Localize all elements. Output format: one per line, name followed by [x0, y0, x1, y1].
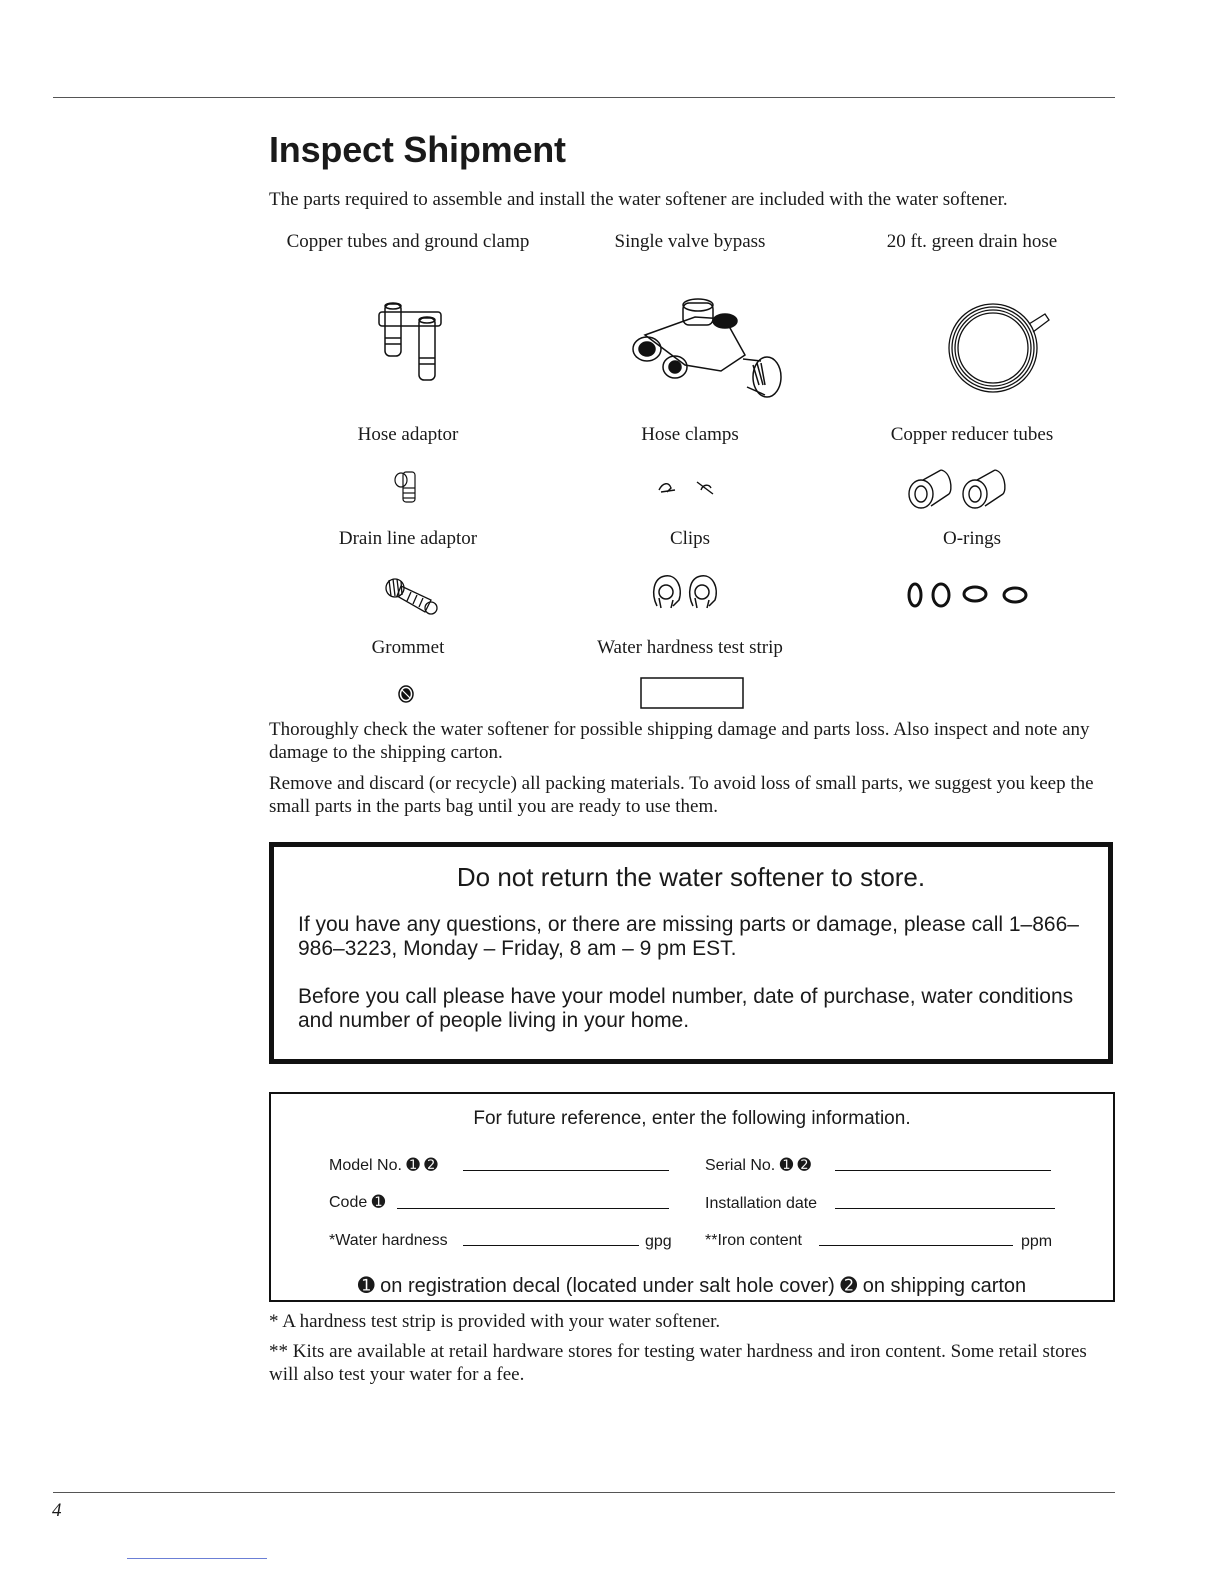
callout-contact-text: If you have any questions, or there are missing parts or damage, please call 1–866–986–3223, Monday – Friday, 8 am – 9 pm EST. — [298, 913, 1079, 960]
part-label-grommet: Grommet — [371, 637, 445, 658]
part-label-reducer-tubes: Copper reducer tubes — [890, 424, 1054, 445]
water-hardness-line[interactable] — [463, 1245, 639, 1246]
callout-prepare-text: Before you call please have your model number, date of purchase, water conditions and number of people living in your home. — [298, 985, 1074, 1032]
test-kits-note: ** Kits are available at retail hardware stores for testing water hardness and iron content. Some retail stores will also test your water for a fee. — [269, 1341, 1087, 1385]
do-not-return-callout — [269, 842, 1113, 1064]
reference-title: For future reference, enter the following information. — [473, 1108, 911, 1129]
iron-content-label: **Iron content — [705, 1232, 802, 1249]
drain-hose-icon — [941, 300, 1053, 396]
drain-adaptor-icon — [383, 576, 443, 616]
callout-title: Do not return the water softener to store. — [456, 862, 926, 892]
model-number-line[interactable] — [463, 1170, 669, 1171]
code-line[interactable] — [397, 1208, 669, 1209]
o-rings-icon — [905, 580, 1031, 610]
code-label: Code ➊ — [329, 1194, 386, 1211]
copper-tubes-icon — [371, 298, 457, 388]
bypass-valve-icon — [625, 295, 785, 399]
hose-adaptor-icon — [393, 468, 421, 506]
serial-number-label: Serial No. ➊ ➋ — [705, 1157, 811, 1174]
part-label-hose-adaptor: Hose adaptor — [357, 424, 459, 445]
grommet-icon — [397, 684, 415, 704]
iron-content-line[interactable] — [819, 1245, 1013, 1246]
water-hardness-label: *Water hardness — [329, 1232, 448, 1249]
model-number-label: Model No. ➊ ➋ — [329, 1157, 438, 1174]
page-number: 4 — [52, 1500, 62, 1521]
part-label-hose-clamps: Hose clamps — [641, 424, 739, 445]
installation-date-line[interactable] — [835, 1208, 1055, 1209]
part-label-bypass: Single valve bypass — [614, 231, 766, 252]
test-strip-note: * A hardness test strip is provided with your water softener. — [269, 1311, 721, 1332]
inspection-paragraph: Thoroughly check the water softener for possible shipping damage and parts loss. Also inspect and note any damage to the shipping carton. — [269, 719, 1090, 763]
hardness-unit: gpg — [645, 1233, 672, 1250]
page-title: Inspect Shipment — [269, 129, 566, 170]
reference-legend: ➊ on registration decal (located under salt hole cover) ➋ on shipping carton — [357, 1275, 1027, 1297]
part-label-drain-adaptor: Drain line adaptor — [338, 528, 478, 549]
packing-paragraph: Remove and discard (or recycle) all packing materials. To avoid loss of small parts, we suggest you keep the small parts in the parts bag until you are ready to use them. — [269, 773, 1094, 817]
reducer-tubes-icon — [905, 464, 1011, 512]
test-strip-icon — [640, 677, 744, 709]
bottom-rule — [53, 1492, 1115, 1493]
part-label-o-rings: O-rings — [942, 528, 1002, 549]
top-rule — [53, 97, 1115, 98]
page-content — [269, 129, 1115, 1385]
part-label-test-strip: Water hardness test strip — [597, 637, 783, 658]
installation-date-label: Installation date — [705, 1195, 818, 1212]
part-label-clips: Clips — [669, 528, 711, 549]
hose-clamps-icon — [657, 478, 717, 496]
iron-unit: ppm — [1021, 1233, 1053, 1250]
clips-icon — [649, 570, 723, 612]
part-label-copper-tubes: Copper tubes and ground clamp — [286, 231, 530, 252]
bottom-link-underline — [127, 1558, 267, 1559]
intro-text: The parts required to assemble and install the water softener are included with the water softener. — [269, 189, 1008, 210]
serial-number-line[interactable] — [835, 1170, 1051, 1171]
reference-info-box — [269, 1092, 1115, 1302]
part-label-drain-hose: 20 ft. green drain hose — [886, 231, 1058, 252]
